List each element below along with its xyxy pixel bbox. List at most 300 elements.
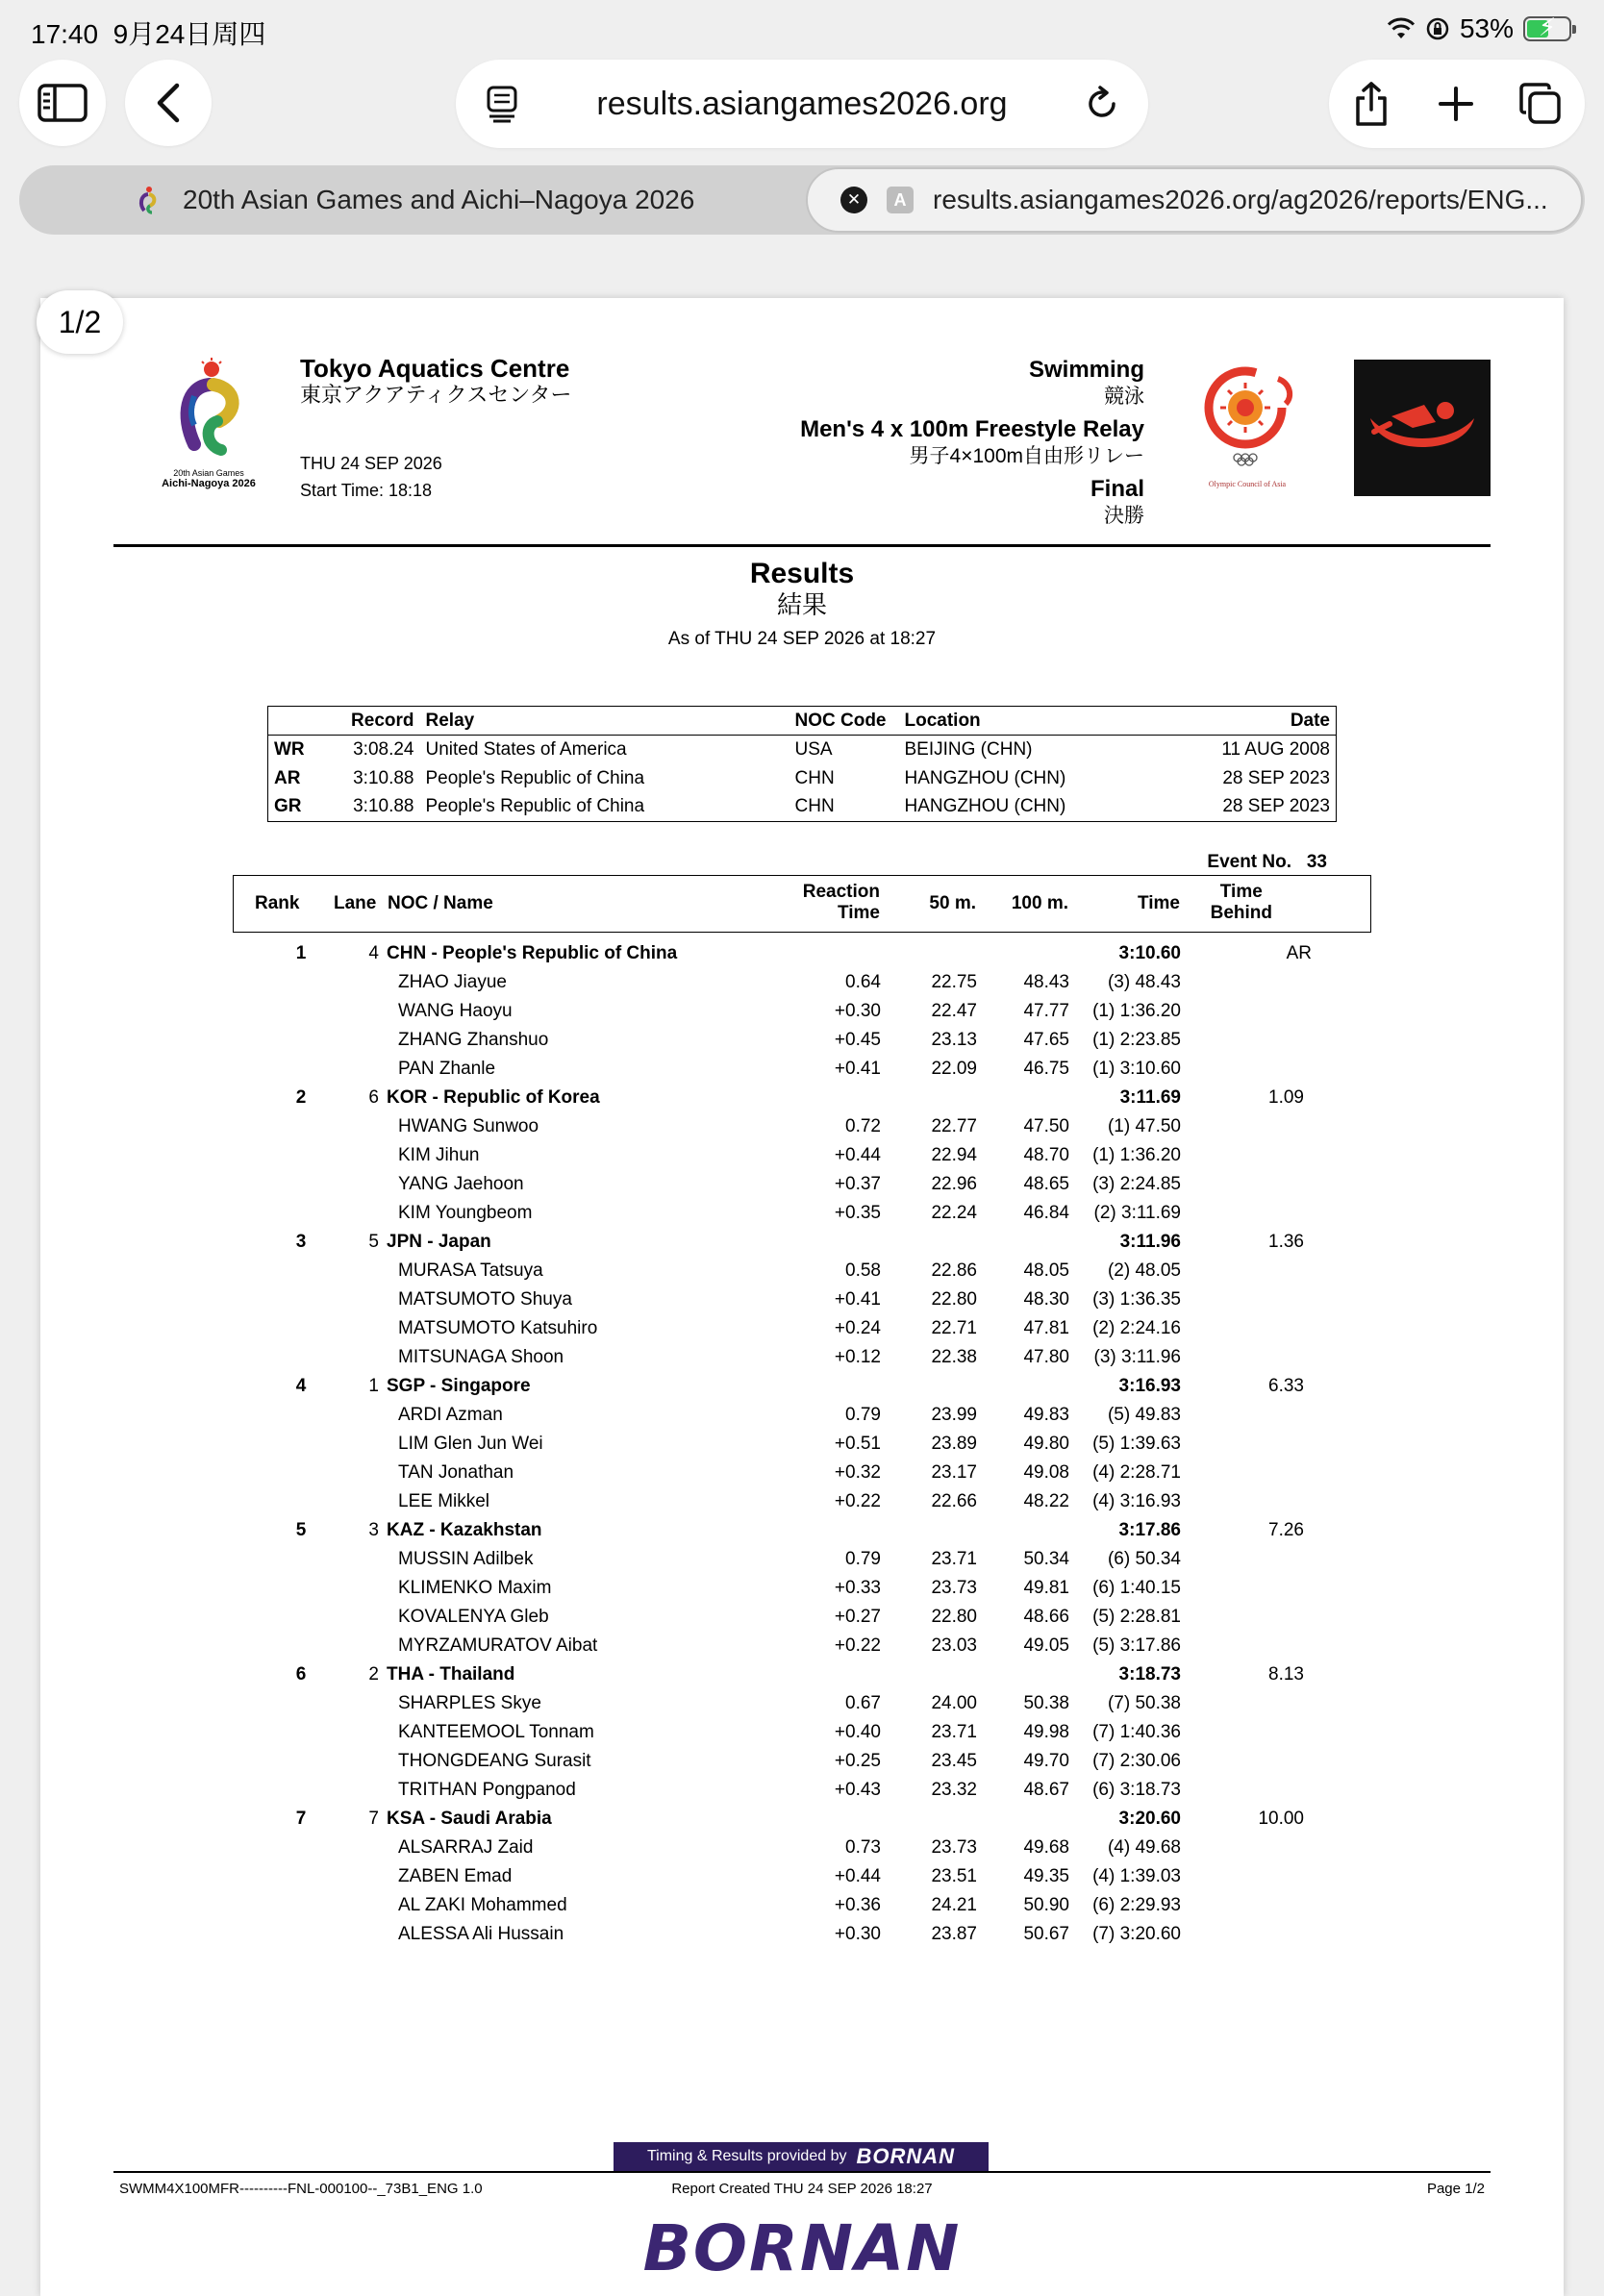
split-50m: 23.71	[931, 1549, 977, 1569]
url-text[interactable]: results.asiangames2026.org	[596, 85, 1008, 122]
cumulative-time: (6) 50.34	[1107, 1549, 1181, 1569]
records-table	[267, 706, 1337, 822]
reaction-time: +0.12	[834, 1347, 881, 1367]
back-button[interactable]	[125, 60, 212, 146]
plus-icon	[1438, 86, 1474, 122]
reaction-time: 0.79	[845, 1549, 881, 1569]
swimmer-name: MURASA Tatsuya	[398, 1260, 543, 1281]
team-row	[233, 1371, 1371, 1400]
reaction-time: +0.30	[834, 1001, 881, 1021]
record-relay: People's Republic of China	[425, 796, 645, 817]
split-100m: 50.34	[1023, 1549, 1069, 1569]
split-50m: 24.21	[931, 1895, 977, 1915]
cumulative-time: (5) 1:39.63	[1092, 1434, 1181, 1454]
reaction-time: +0.43	[834, 1780, 881, 1800]
logo-caption-line1: 20th Asian Games	[173, 468, 244, 478]
cumulative-time: (7) 1:40.36	[1092, 1722, 1181, 1742]
swimmer-row	[233, 996, 1371, 1025]
time-behind: 1.36	[1268, 1232, 1304, 1252]
as-of-timestamp: As of THU 24 SEP 2026 at 18:27	[667, 629, 937, 649]
record-noc: USA	[794, 738, 833, 760]
time-behind: 8.13	[1268, 1664, 1304, 1685]
reaction-time: +0.24	[834, 1318, 881, 1338]
logo-caption-line2: Aichi-Nagoya 2026	[162, 478, 256, 489]
team-rank: 2	[295, 1087, 307, 1108]
split-50m: 22.86	[931, 1260, 977, 1281]
cumulative-time: (6) 1:40.15	[1092, 1578, 1181, 1598]
tab-results-report[interactable]	[806, 167, 1583, 233]
swimmer-row	[233, 1573, 1371, 1602]
cumulative-time: (1) 3:10.60	[1092, 1059, 1181, 1079]
event-number-value: 33	[1306, 852, 1327, 872]
swimmer-name: KIM Youngbeom	[398, 1203, 533, 1223]
split-100m: 47.81	[1023, 1318, 1069, 1338]
header-behind-line1: Time	[1219, 882, 1263, 902]
swimmer-row	[233, 1025, 1371, 1054]
reaction-time: +0.22	[834, 1635, 881, 1656]
team-lane: 5	[368, 1232, 379, 1252]
split-100m: 48.67	[1023, 1780, 1069, 1800]
team-time: 3:16.93	[1118, 1376, 1181, 1396]
toolbar-actions	[1329, 60, 1585, 148]
reload-button[interactable]	[1056, 86, 1148, 122]
new-tab-button[interactable]	[1414, 60, 1498, 148]
venue-name-jp: 東京アクアティクスセンター	[300, 383, 572, 407]
reaction-time: +0.35	[834, 1203, 881, 1223]
swimmer-name: MYRZAMURATOV Aibat	[398, 1635, 598, 1656]
header-noc-name: NOC / Name	[388, 893, 493, 913]
split-100m: 50.38	[1023, 1693, 1069, 1713]
record-time: 3:10.88	[353, 767, 414, 788]
time-behind: 6.33	[1268, 1376, 1304, 1396]
record-note: AR	[1286, 943, 1312, 963]
swimmer-icon	[1365, 389, 1480, 466]
tab-asian-games[interactable]	[135, 165, 694, 235]
reaction-time: +0.36	[834, 1895, 881, 1915]
report-code: SWMM4X100MFR----------FNL-000100--_73B1_ENG 1.0	[119, 2181, 483, 2197]
record-row	[268, 736, 1337, 764]
record-noc: CHN	[794, 796, 835, 817]
bornan-logo: BORNAN	[642, 2211, 962, 2285]
event-date-block	[300, 450, 442, 504]
event-date: THU 24 SEP 2026	[300, 454, 442, 473]
reaction-time: +0.30	[834, 1924, 881, 1944]
swimmer-name: MUSSIN Adilbek	[398, 1549, 534, 1569]
tab-title: results.asiangames2026.org/ag2026/reports/ENG...	[933, 185, 1548, 214]
oca-emblem-icon	[1190, 362, 1305, 475]
cumulative-time: (5) 3:17.86	[1092, 1635, 1181, 1656]
status-date: 9月24日周四	[113, 19, 266, 49]
record-location: HANGZHOU (CHN)	[904, 767, 1066, 788]
team-time: 3:10.60	[1118, 943, 1181, 963]
swimmer-row	[233, 1140, 1371, 1169]
reaction-time: +0.51	[834, 1434, 881, 1454]
cumulative-time: (2) 3:11.69	[1093, 1203, 1181, 1223]
swimmer-name: KIM Jihun	[398, 1145, 480, 1165]
split-100m: 47.77	[1023, 1001, 1069, 1021]
pdf-page	[40, 298, 1564, 2296]
team-time: 3:17.86	[1118, 1520, 1181, 1540]
results-title: Results	[749, 558, 855, 589]
split-50m: 22.47	[931, 1001, 977, 1021]
sidebar-button[interactable]	[19, 60, 106, 146]
aichi-nagoya-emblem-icon	[165, 358, 252, 463]
swimmer-name: THONGDEANG Surasit	[398, 1751, 591, 1771]
team-lane: 4	[368, 943, 379, 963]
reaction-time: +0.45	[834, 1030, 881, 1050]
team-lane: 3	[368, 1520, 379, 1540]
record-date: 28 SEP 2023	[1222, 767, 1330, 788]
swimmer-row	[233, 1486, 1371, 1515]
cumulative-time: (3) 2:24.85	[1092, 1174, 1181, 1194]
swimmer-name: ZABEN Emad	[398, 1866, 513, 1886]
record-noc: CHN	[794, 767, 835, 788]
split-50m: 22.66	[931, 1491, 977, 1511]
record-type: GR	[274, 796, 302, 817]
split-100m: 48.65	[1023, 1174, 1069, 1194]
swimmer-name: MITSUNAGA Shoon	[398, 1347, 564, 1367]
team-name: KOR - Republic of Korea	[387, 1087, 600, 1108]
swimmer-row	[233, 1256, 1371, 1285]
record-relay: United States of America	[425, 738, 627, 760]
swimmer-row	[233, 1169, 1371, 1198]
split-100m: 49.80	[1023, 1434, 1069, 1454]
battery-icon: ⚡	[1523, 16, 1571, 41]
split-100m: 50.67	[1023, 1924, 1069, 1944]
reaction-time: +0.25	[834, 1751, 881, 1771]
swimmer-name: KOVALENYA Gleb	[398, 1607, 549, 1627]
split-50m: 22.96	[931, 1174, 977, 1194]
cumulative-time: (7) 2:30.06	[1092, 1751, 1181, 1771]
split-50m: 24.00	[931, 1693, 977, 1713]
header-time-behind	[1211, 882, 1272, 924]
records-header-relay: Relay	[420, 707, 789, 736]
split-100m: 48.05	[1023, 1260, 1069, 1281]
swimmer-row	[233, 1688, 1371, 1717]
record-relay: People's Republic of China	[425, 767, 645, 788]
cumulative-time: (2) 2:24.16	[1092, 1318, 1181, 1338]
records-header-type	[268, 707, 343, 736]
team-row	[233, 1515, 1371, 1544]
cumulative-time: (5) 2:28.81	[1092, 1607, 1181, 1627]
reload-icon	[1084, 86, 1120, 122]
split-50m: 23.03	[931, 1635, 977, 1656]
page-menu-icon	[486, 85, 518, 123]
swimmer-name: LEE Mikkel	[398, 1491, 490, 1511]
results-title-block	[40, 558, 1564, 656]
team-name: SGP - Singapore	[387, 1376, 531, 1396]
status-bar	[0, 0, 1604, 58]
oca-caption: Olympic Council of Asia	[1208, 480, 1287, 488]
swimmer-name: KLIMENKO Maxim	[398, 1578, 552, 1598]
swimmer-row	[233, 1342, 1371, 1371]
split-50m: 22.24	[931, 1203, 977, 1223]
split-50m: 23.32	[931, 1780, 977, 1800]
cumulative-time: (6) 3:18.73	[1092, 1780, 1181, 1800]
header-lane: Lane	[334, 893, 377, 913]
cumulative-time: (7) 50.38	[1107, 1693, 1181, 1713]
generic-favicon-icon: A	[887, 187, 914, 213]
swimmer-name: MATSUMOTO Shuya	[398, 1289, 572, 1310]
split-50m: 22.80	[931, 1607, 977, 1627]
records-header-noc: NOC Code	[789, 707, 899, 736]
time-behind: 7.26	[1268, 1520, 1304, 1540]
results-header	[233, 875, 1371, 933]
reaction-time: +0.32	[834, 1462, 881, 1483]
split-100m: 48.66	[1023, 1607, 1069, 1627]
phase-name: Final	[1090, 476, 1144, 502]
cumulative-time: (1) 47.50	[1107, 1116, 1181, 1136]
split-50m: 23.13	[931, 1030, 977, 1050]
swimmer-row	[233, 1400, 1371, 1429]
cumulative-time: (3) 48.43	[1107, 972, 1181, 992]
header-reaction-line1: Reaction	[802, 882, 880, 902]
team-time: 3:18.73	[1118, 1664, 1181, 1685]
swimmer-name: ARDI Azman	[398, 1405, 503, 1425]
sidebar-icon	[38, 84, 88, 122]
cumulative-time: (4) 2:28.71	[1092, 1462, 1181, 1483]
cumulative-time: (3) 3:11.96	[1093, 1347, 1181, 1367]
cumulative-time: (1) 1:36.20	[1092, 1001, 1181, 1021]
record-row	[268, 793, 1337, 822]
provided-by-text: Timing & Results provided by	[646, 2148, 847, 2164]
share-button[interactable]	[1329, 60, 1414, 148]
swimmer-name: PAN Zhanle	[398, 1059, 496, 1079]
team-lane: 1	[368, 1376, 379, 1396]
reader-button[interactable]	[456, 85, 548, 123]
header-reaction	[803, 882, 880, 924]
split-100m: 47.65	[1023, 1030, 1069, 1050]
swimmer-name: YANG Jaehoon	[398, 1174, 524, 1194]
swimmer-name: HWANG Sunwoo	[398, 1116, 539, 1136]
split-100m: 48.22	[1023, 1491, 1069, 1511]
split-50m: 23.45	[931, 1751, 977, 1771]
reaction-time: +0.41	[834, 1059, 881, 1079]
split-50m: 23.89	[931, 1434, 977, 1454]
split-100m: 46.75	[1023, 1059, 1069, 1079]
split-100m: 47.80	[1023, 1347, 1069, 1367]
team-rank: 6	[295, 1664, 307, 1685]
wifi-icon	[1387, 17, 1416, 40]
clock: 17:40	[31, 19, 99, 49]
swimmer-name: ZHAO Jiayue	[398, 972, 507, 992]
orientation-lock-icon	[1425, 16, 1450, 41]
swimmer-name: ALESSA Ali Hussain	[398, 1924, 564, 1944]
cumulative-time: (7) 3:20.60	[1092, 1924, 1181, 1944]
battery-percent: 53%	[1459, 13, 1514, 43]
split-100m: 49.81	[1023, 1578, 1069, 1598]
record-time: 3:10.88	[353, 796, 414, 817]
records-header-date: Date	[1140, 707, 1337, 736]
swimming-pictogram	[1354, 360, 1491, 496]
split-100m: 50.90	[1023, 1895, 1069, 1915]
split-50m: 23.17	[931, 1462, 977, 1483]
split-50m: 23.99	[931, 1405, 977, 1425]
page-indicator: 1/2	[37, 290, 123, 354]
split-100m: 46.84	[1023, 1203, 1069, 1223]
status-right	[1387, 13, 1571, 44]
swimmer-name: ZHANG Zhanshuo	[398, 1030, 549, 1050]
cumulative-time: (6) 2:29.93	[1092, 1895, 1181, 1915]
split-50m: 22.09	[931, 1059, 977, 1079]
record-date: 11 AUG 2008	[1221, 738, 1330, 760]
results-list	[233, 938, 1371, 1948]
status-time	[31, 13, 265, 52]
split-50m: 22.80	[931, 1289, 977, 1310]
split-50m: 23.73	[931, 1837, 977, 1858]
team-name: KAZ - Kazakhstan	[387, 1520, 542, 1540]
swimmer-row	[233, 1890, 1371, 1919]
swimmer-row	[233, 1861, 1371, 1890]
reaction-time: 0.79	[845, 1405, 881, 1425]
tabs-icon	[1518, 82, 1563, 126]
reaction-time: +0.44	[834, 1145, 881, 1165]
reaction-time: +0.27	[834, 1607, 881, 1627]
swimmer-name: ALSARRAJ Zaid	[398, 1837, 534, 1858]
share-icon	[1352, 81, 1391, 127]
team-time: 3:20.60	[1118, 1809, 1181, 1829]
team-rank: 5	[295, 1520, 307, 1540]
team-row	[233, 1660, 1371, 1688]
start-time: Start Time: 18:18	[300, 481, 433, 500]
split-50m: 22.38	[931, 1347, 977, 1367]
header-rank: Rank	[255, 893, 300, 913]
cumulative-time: (3) 1:36.35	[1092, 1289, 1181, 1310]
records-header-location: Location	[899, 707, 1140, 736]
swimmer-row	[233, 1198, 1371, 1227]
tab-overview-button[interactable]	[1498, 60, 1583, 148]
team-lane: 2	[368, 1664, 379, 1685]
venue-name: Tokyo Aquatics Centre	[300, 354, 570, 383]
split-50m: 23.51	[931, 1866, 977, 1886]
split-50m: 22.71	[931, 1318, 977, 1338]
header-time: Time	[1137, 893, 1180, 913]
page-number: Page 1/2	[1426, 2181, 1485, 2197]
record-type: WR	[274, 738, 305, 760]
team-row	[233, 1227, 1371, 1256]
header-divider	[113, 544, 1491, 547]
swimmer-name: TAN Jonathan	[398, 1462, 514, 1483]
tab-title: 20th Asian Games and Aichi–Nagoya 2026	[183, 185, 695, 214]
team-time: 3:11.96	[1119, 1232, 1181, 1252]
record-time: 3:08.24	[353, 738, 414, 760]
swimmer-name: MATSUMOTO Katsuhiro	[398, 1318, 598, 1338]
time-behind: 1.09	[1268, 1087, 1304, 1108]
bornan-wordmark: BORNAN	[856, 2144, 956, 2168]
cumulative-time: (4) 1:39.03	[1092, 1866, 1181, 1886]
swimmer-name: LIM Glen Jun Wei	[398, 1434, 543, 1454]
sport-name: Swimming	[1028, 357, 1144, 383]
sport-name-jp: 競泳	[1104, 386, 1144, 408]
event-number	[1207, 852, 1327, 873]
swimmer-row	[233, 1285, 1371, 1313]
team-name: CHN - People's Republic of China	[387, 943, 678, 963]
team-rank: 7	[295, 1809, 307, 1829]
team-rank: 4	[295, 1376, 307, 1396]
oca-logo	[1185, 362, 1310, 496]
split-100m: 49.05	[1023, 1635, 1069, 1656]
time-behind: 10.00	[1258, 1809, 1304, 1829]
split-50m: 22.77	[931, 1116, 977, 1136]
swimmer-row	[233, 1054, 1371, 1083]
asian-games-favicon-icon	[135, 186, 162, 214]
swimmer-name: KANTEEMOOL Tonnam	[398, 1722, 594, 1742]
venue-block	[300, 354, 571, 408]
swimmer-row	[233, 1458, 1371, 1486]
team-row	[233, 938, 1371, 967]
split-100m: 49.08	[1023, 1462, 1069, 1483]
event-name: Men's 4 x 100m Freestyle Relay	[800, 416, 1144, 442]
reaction-time: 0.67	[845, 1693, 881, 1713]
reaction-time: 0.73	[845, 1837, 881, 1858]
split-50m: 23.87	[931, 1924, 977, 1944]
phase-name-jp: 決勝	[1104, 505, 1144, 527]
cumulative-time: (2) 48.05	[1107, 1260, 1181, 1281]
cumulative-time: (1) 1:36.20	[1092, 1145, 1181, 1165]
record-date: 28 SEP 2023	[1222, 796, 1330, 817]
swimmer-row	[233, 1717, 1371, 1746]
event-number-label: Event No.	[1207, 852, 1292, 872]
swimmer-row	[233, 1746, 1371, 1775]
results-title-jp: 結果	[776, 590, 827, 619]
team-name: THA - Thailand	[387, 1664, 515, 1685]
split-100m: 48.43	[1023, 972, 1069, 992]
records-header-row	[268, 707, 1337, 736]
address-bar[interactable]	[456, 60, 1148, 148]
team-name: KSA - Saudi Arabia	[387, 1809, 552, 1829]
cumulative-time: (5) 49.83	[1107, 1405, 1181, 1425]
swimmer-row	[233, 967, 1371, 996]
footer-divider	[113, 2171, 1491, 2173]
header-50m: 50 m.	[929, 893, 976, 913]
swimmer-name: SHARPLES Skye	[398, 1693, 541, 1713]
team-row	[233, 1804, 1371, 1833]
reaction-time: +0.44	[834, 1866, 881, 1886]
swimmer-name: WANG Haoyu	[398, 1001, 513, 1021]
reaction-time: +0.37	[834, 1174, 881, 1194]
swimmer-row	[233, 1833, 1371, 1861]
reaction-time: 0.72	[845, 1116, 881, 1136]
split-50m: 23.73	[931, 1578, 977, 1598]
reaction-time: +0.33	[834, 1578, 881, 1598]
cumulative-time: (4) 3:16.93	[1092, 1491, 1181, 1511]
record-location: BEIJING (CHN)	[904, 738, 1033, 760]
split-100m: 49.98	[1023, 1722, 1069, 1742]
record-row	[268, 764, 1337, 793]
team-rank: 1	[295, 943, 307, 963]
split-100m: 49.68	[1023, 1837, 1069, 1858]
swimmer-name: AL ZAKI Mohammed	[398, 1895, 567, 1915]
split-100m: 49.83	[1023, 1405, 1069, 1425]
split-50m: 22.75	[931, 972, 977, 992]
split-50m: 22.94	[931, 1145, 977, 1165]
report-created: Report Created THU 24 SEP 2026 18:27	[671, 2181, 933, 2197]
team-rank: 3	[295, 1232, 307, 1252]
record-type: AR	[274, 767, 301, 788]
swimmer-name: TRITHAN Pongpanod	[398, 1780, 576, 1800]
chevron-left-icon	[154, 82, 183, 124]
cumulative-time: (1) 2:23.85	[1092, 1030, 1181, 1050]
close-tab-icon[interactable]: ✕	[840, 187, 867, 213]
reaction-time: +0.41	[834, 1289, 881, 1310]
team-name: JPN - Japan	[387, 1232, 491, 1252]
tab-bar	[19, 165, 1585, 235]
asian-games-logo	[137, 358, 281, 502]
event-block	[800, 356, 1144, 535]
team-time: 3:11.69	[1119, 1087, 1181, 1108]
swimmer-row	[233, 1775, 1371, 1804]
cumulative-time: (4) 49.68	[1107, 1837, 1181, 1858]
